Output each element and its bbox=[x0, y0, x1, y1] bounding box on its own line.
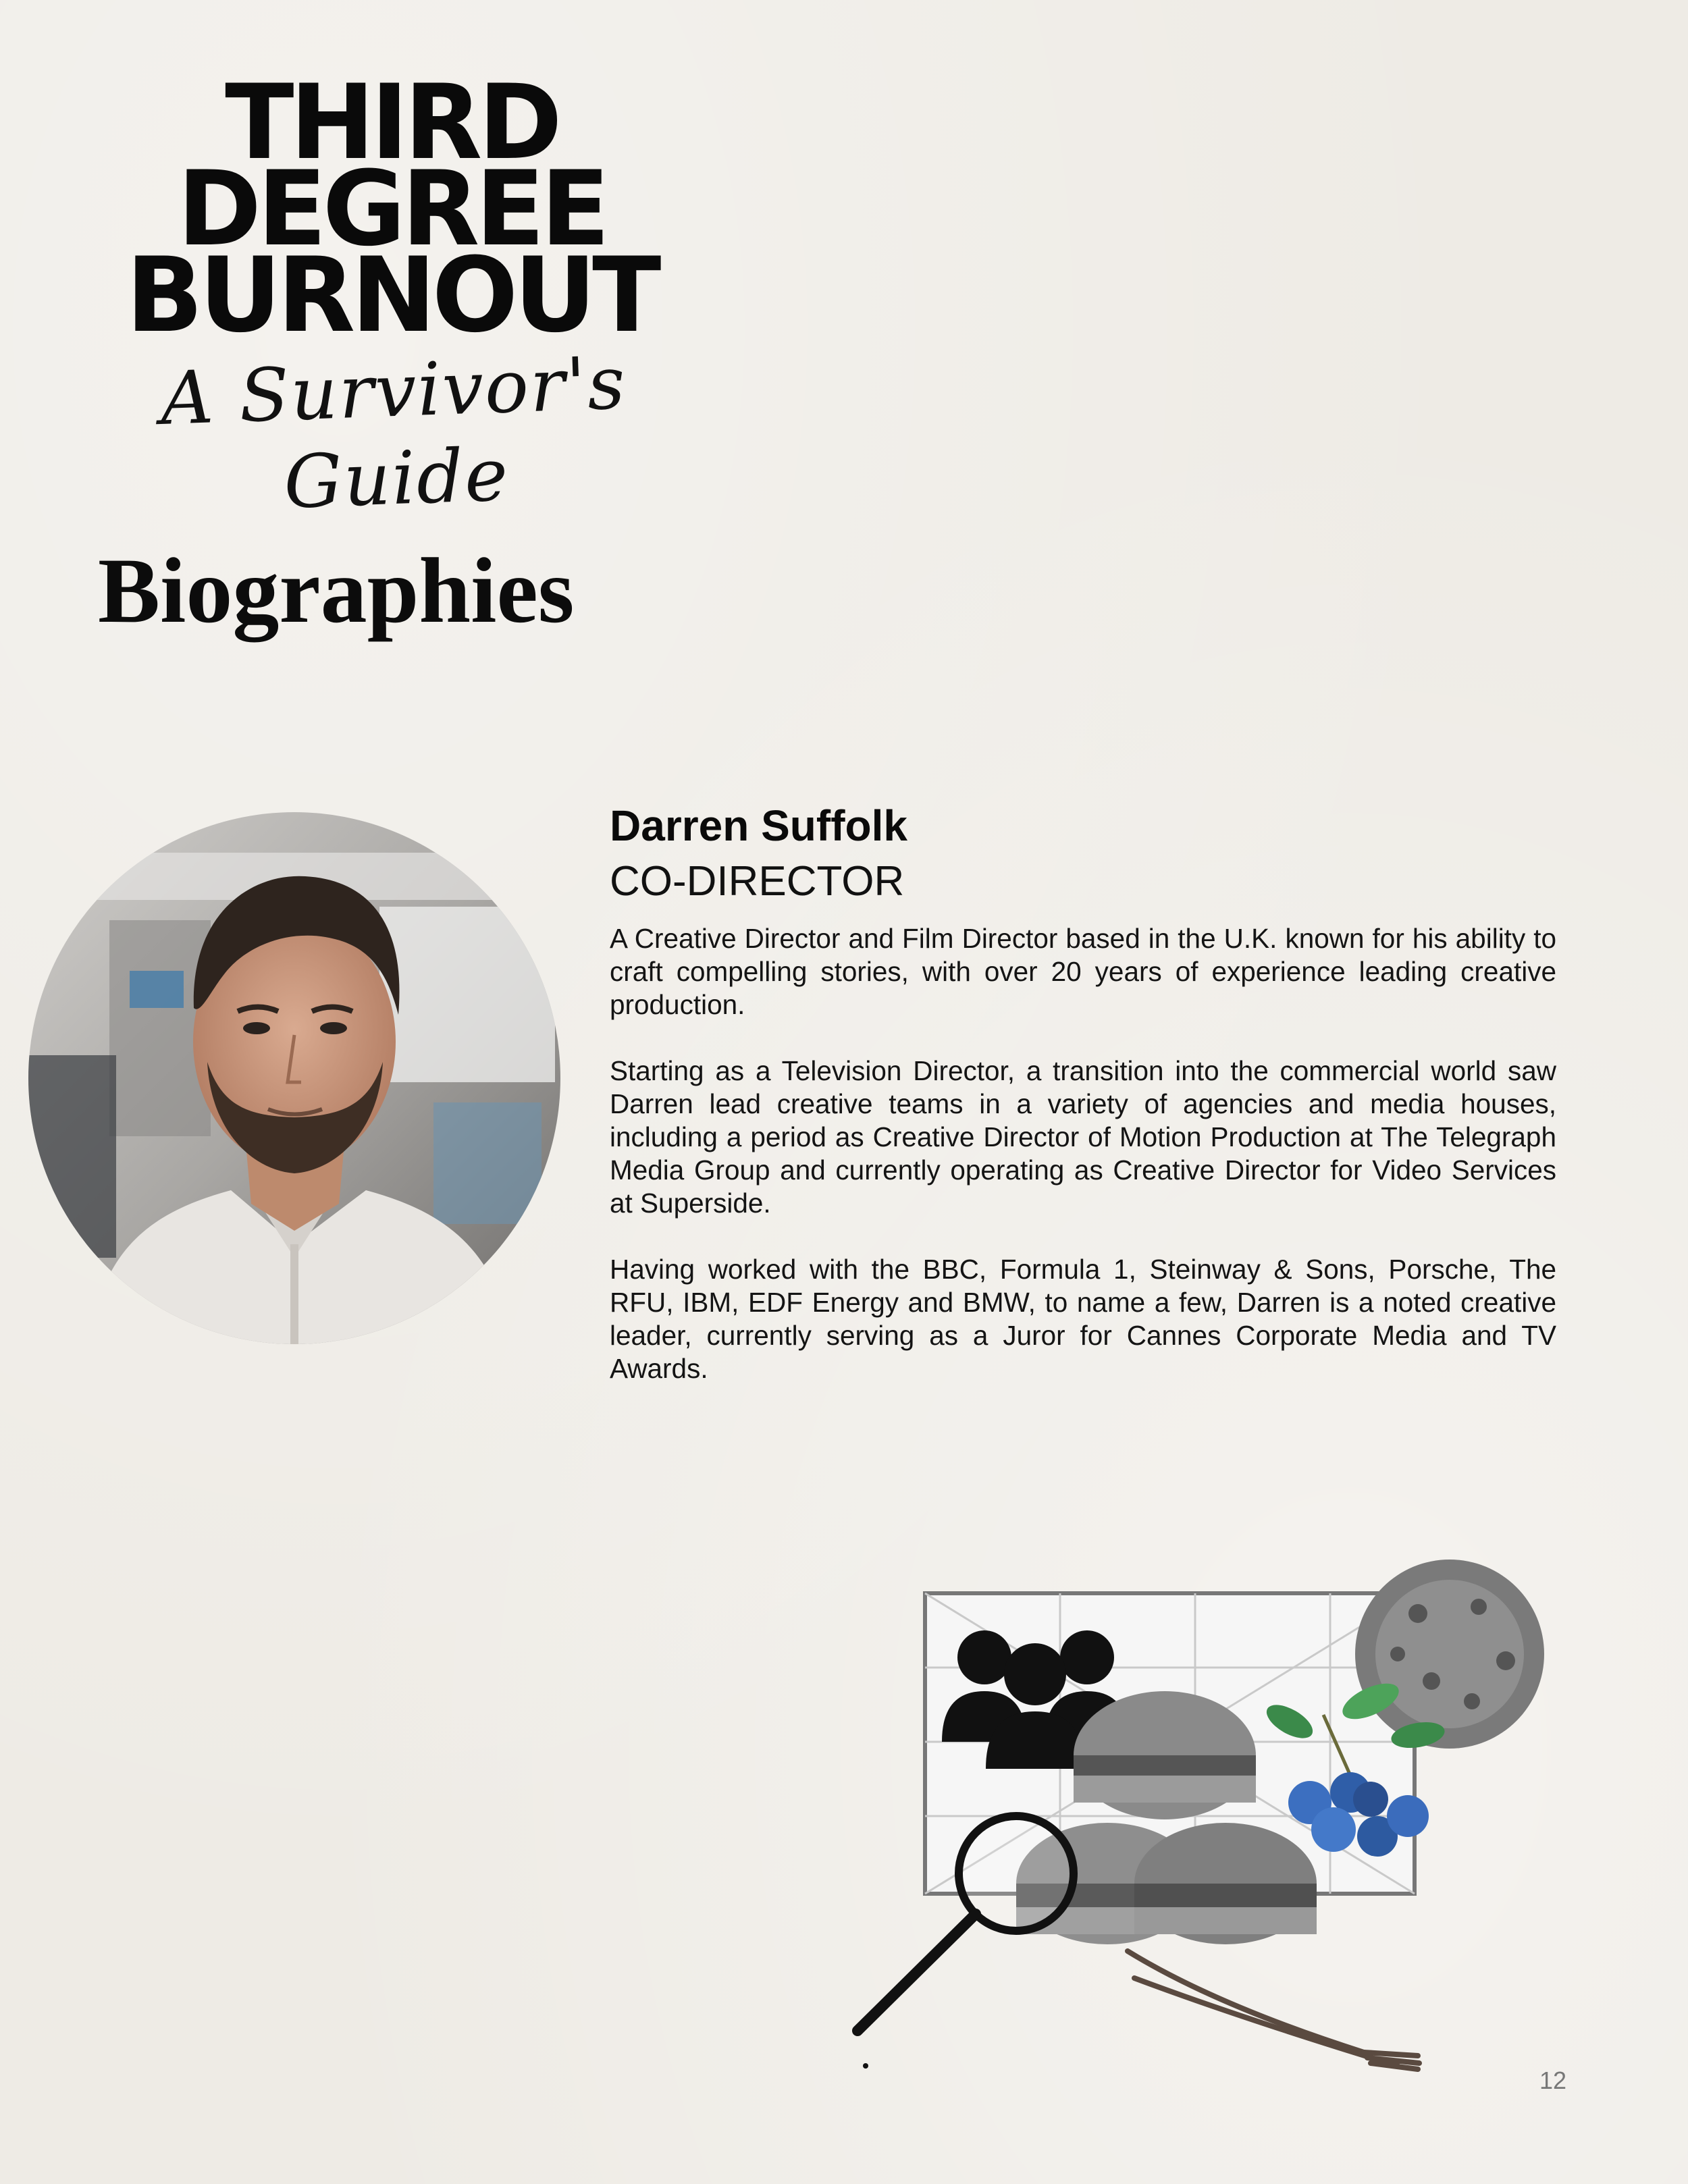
bio-paragraph: A Creative Director and Film Director based in the U.K. known for his ability to craft compelling stories, with over 20 years of experience leading creative production. bbox=[610, 923, 1556, 1020]
logo-line-3: BURNOUT bbox=[126, 236, 658, 356]
bio-text bbox=[610, 922, 1556, 1418]
logo-subtitle: A Survivor's Guide bbox=[159, 341, 628, 525]
page-number: 12 bbox=[1539, 2067, 1566, 2094]
portrait-illustration bbox=[28, 812, 560, 1344]
decorative-collage bbox=[837, 1533, 1580, 2073]
logo-line-2: DEGREE bbox=[177, 149, 606, 269]
magnifier-icon bbox=[858, 1816, 1074, 2031]
portrait-photo bbox=[28, 812, 560, 1344]
logo-title bbox=[122, 63, 662, 356]
bio-role: CO-DIRECTOR bbox=[610, 858, 905, 905]
bio-paragraph: Starting as a Television Director, a transition into the commercial world saw Darren lead creative teams in a variety of agencies and media houses, including a period as Creative Director of Motion Production at The Telegraph Media Group and currently operating as Creative Director for Video Services at Superside. bbox=[610, 1055, 1556, 1219]
virus-icon bbox=[1355, 1560, 1544, 1749]
collage-illustration bbox=[837, 1533, 1580, 2073]
bio-paragraph: Having worked with the BBC, Formula 1, Steinway & Sons, Porsche, The RFU, IBM, EDF Energy and BMW, to name a few, Darren is a noted creative leader, currently serving as a Juror for Cannes Corporate Media and TV Awards. bbox=[610, 1254, 1556, 1384]
logo-line-1: THIRD bbox=[225, 63, 558, 183]
bio-name: Darren Suffolk bbox=[610, 801, 907, 850]
section-title: Biographies bbox=[98, 539, 575, 642]
fork-icon bbox=[1128, 1951, 1419, 2069]
